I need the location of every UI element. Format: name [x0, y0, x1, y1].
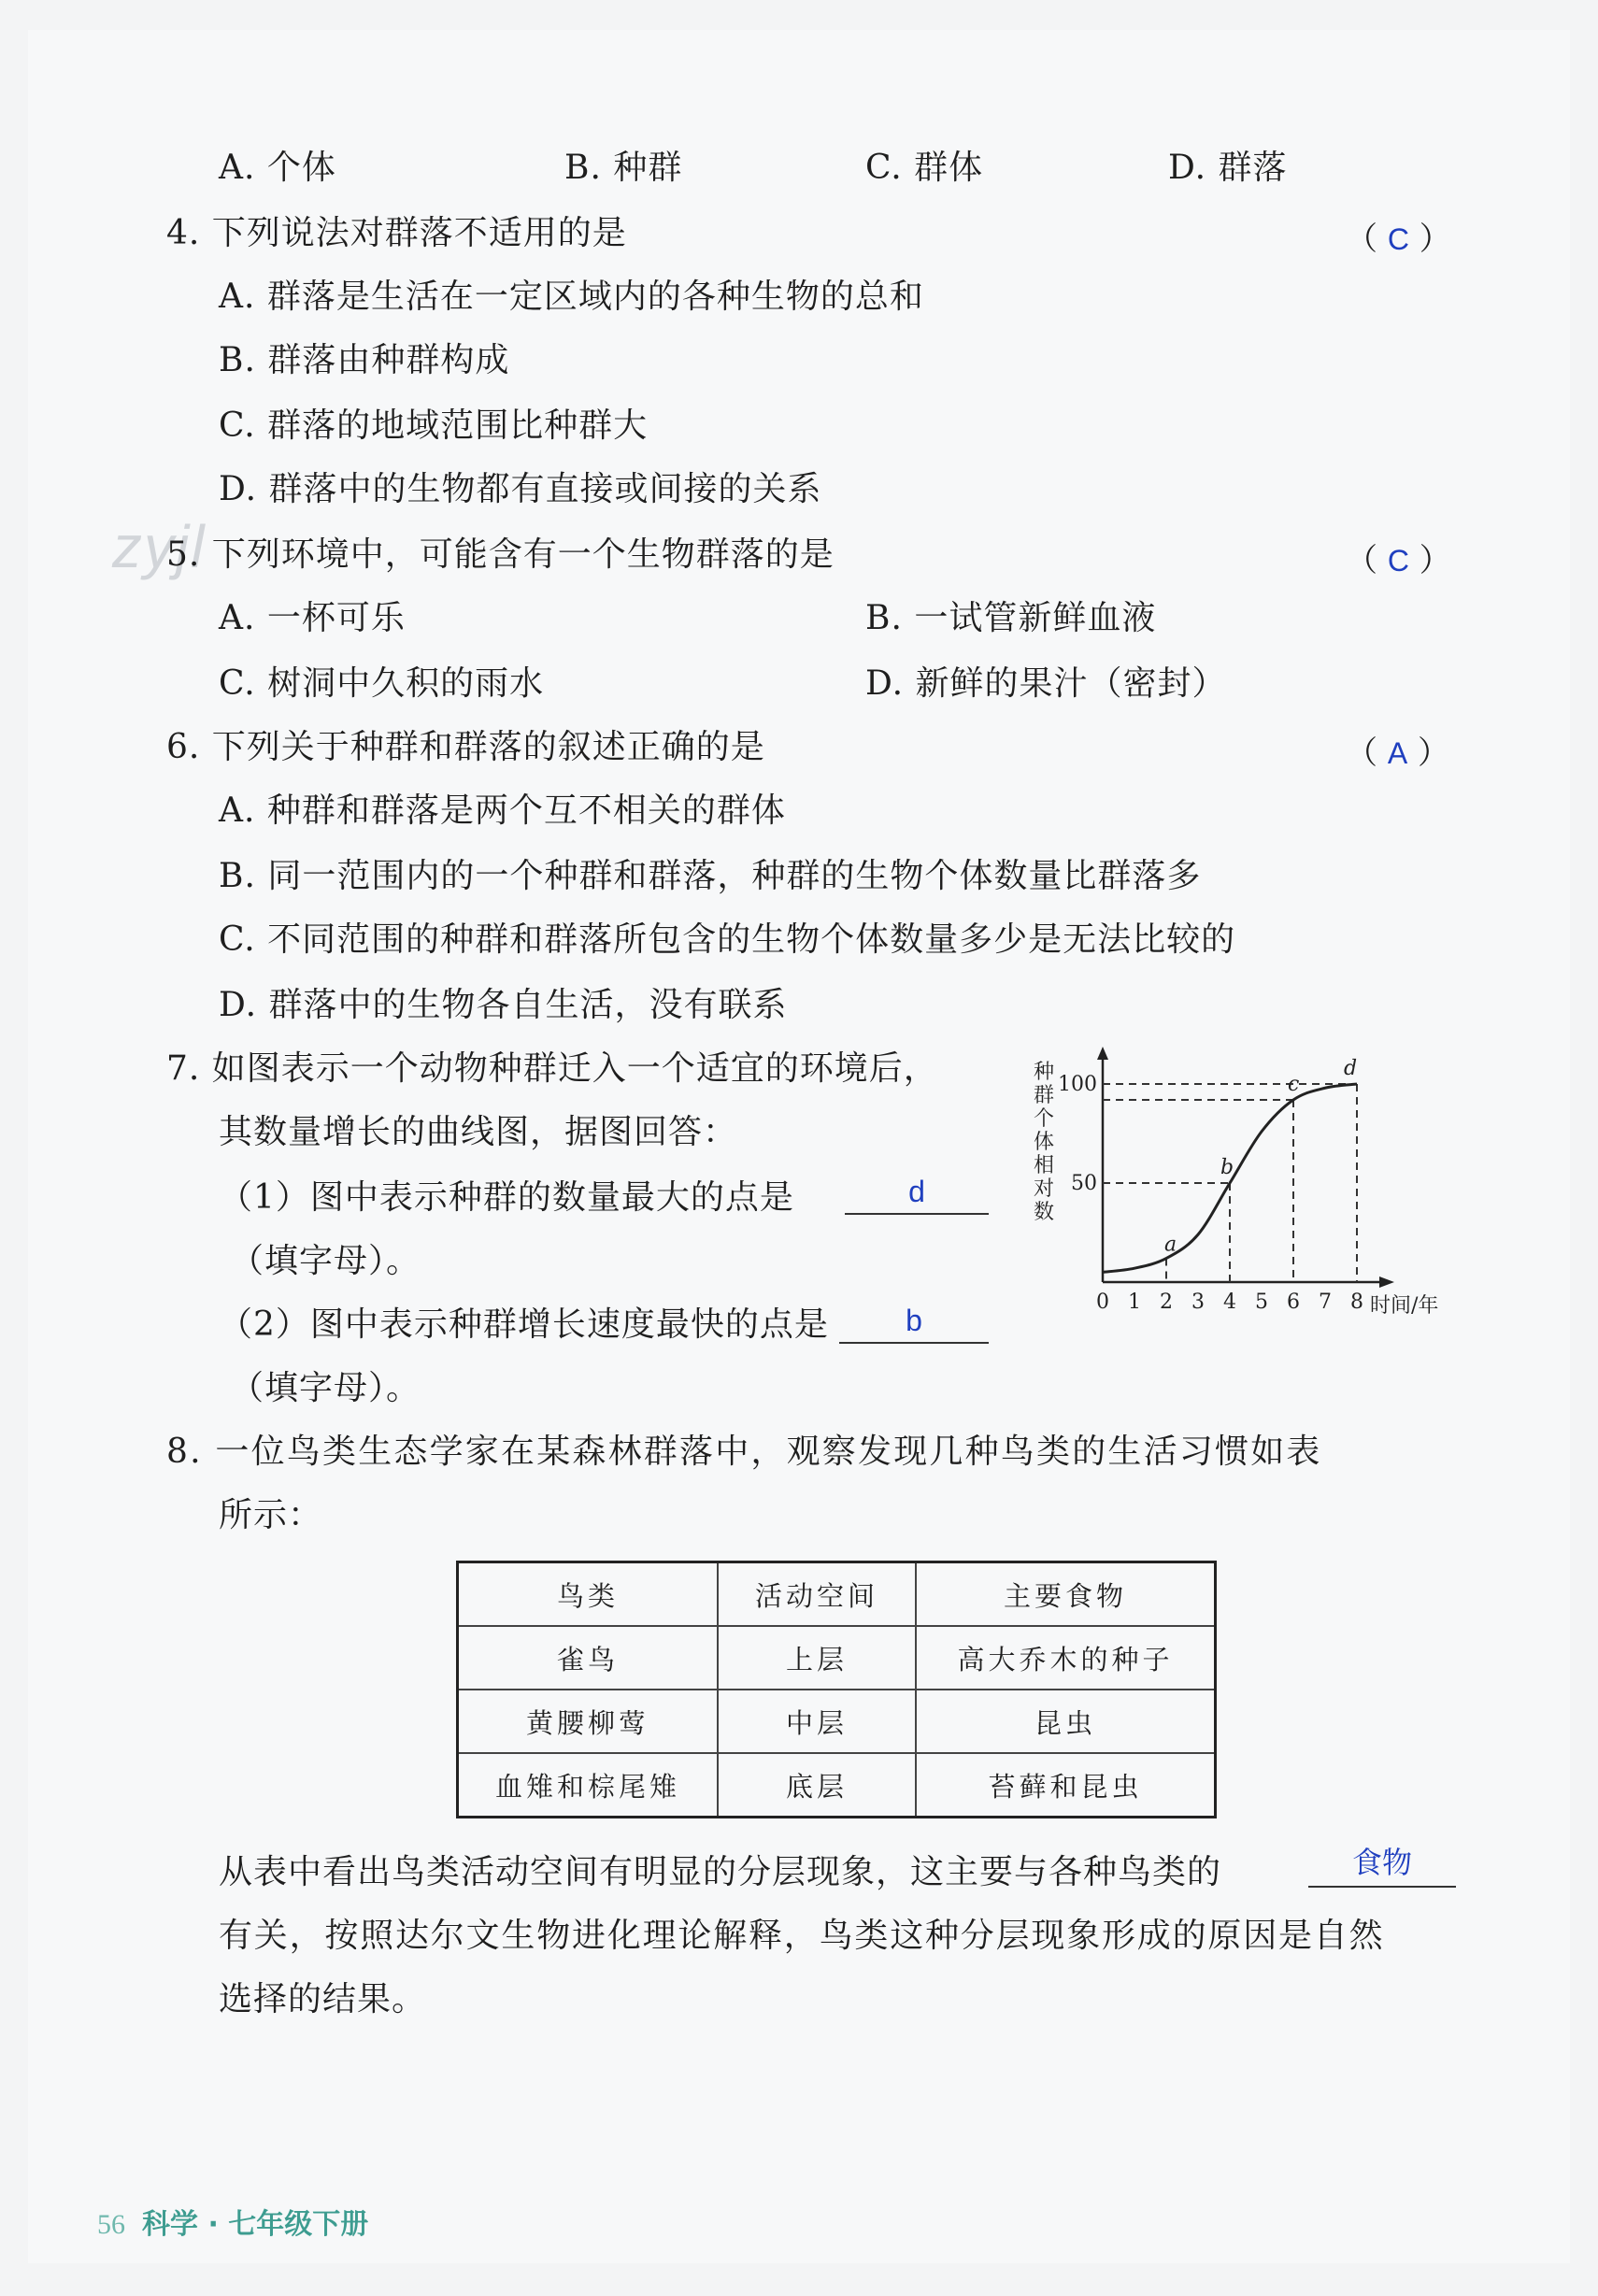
table-header-row	[458, 1562, 1216, 1627]
table-cell: 底层	[718, 1753, 916, 1818]
y-label-char: 相	[1034, 1154, 1055, 1177]
q8-after-line3: 选择的结果。	[219, 1980, 427, 2018]
q7-sub1-note: （填字母）。	[230, 1242, 421, 1280]
table-row	[458, 1626, 1216, 1690]
q7-sub1-blank	[845, 1176, 989, 1215]
page-footer	[97, 2201, 368, 2242]
q6-option-a: A. 种群和群落是两个互不相关的群体	[219, 791, 786, 830]
table-row	[458, 1690, 1216, 1753]
q7-sub1: （1）图中表示种群的数量最大的点是	[219, 1178, 794, 1217]
point-label-b: b	[1220, 1156, 1234, 1179]
bird-habits-table	[456, 1561, 1217, 1818]
table-cell: 中层	[718, 1690, 916, 1753]
y-axis-arrow	[1097, 1047, 1108, 1060]
table-cell: 上层	[718, 1626, 916, 1690]
q7-stem-line2: 其数量增长的曲线图，据图回答：	[219, 1113, 738, 1151]
chart-y-axis-label-text	[1034, 1061, 1054, 1224]
q6-option-b: B. 同一范围内的一个种群和群落，种群的生物个体数量比群落多	[219, 857, 1202, 895]
q6-answer: A	[1387, 736, 1408, 770]
q6-option-d: D. 群落中的生物各自生活，没有联系	[219, 986, 788, 1024]
table-cell: 苔藓和昆虫	[916, 1753, 1216, 1818]
q5-answer-box: （ C ）	[1346, 542, 1451, 579]
x-tick-label: 7	[1319, 1291, 1332, 1314]
point-label-d: d	[1344, 1057, 1358, 1080]
q5-option-d: D. 新鲜的果汁（密封）	[865, 664, 1227, 703]
y-label-char: 群	[1034, 1084, 1055, 1107]
q7-sub1-answer: d	[908, 1175, 925, 1208]
population-growth-chart	[1019, 1047, 1467, 1327]
q5-option-b: B. 一试管新鲜血液	[865, 599, 1157, 637]
q6-stem: 6. 下列关于种群和群落的叙述正确的是	[166, 728, 765, 766]
y-label-char: 种	[1034, 1061, 1055, 1084]
page-number: 56	[97, 2209, 125, 2240]
x-tick-label: 4	[1223, 1291, 1236, 1314]
x-tick-label: 3	[1191, 1291, 1205, 1314]
q8-stem-line1: 8. 一位鸟类生态学家在某森林群落中，观察发现几种鸟类的生活习惯如表	[166, 1433, 1322, 1471]
table-header-cell: 鸟类	[458, 1562, 719, 1627]
q7-sub2-blank	[839, 1305, 989, 1344]
q4-option-d: D. 群落中的生物都有直接或间接的关系	[219, 470, 822, 508]
q6-option-c: C. 不同范围的种群和群落所包含的生物个体数量多少是无法比较的	[219, 920, 1236, 959]
q3-option-d: D. 群落	[1168, 149, 1288, 187]
q4-option-b: B. 群落由种群构成	[219, 341, 510, 379]
table-cell: 黄腰柳莺	[458, 1690, 719, 1753]
table-cell: 高大乔木的种子	[916, 1626, 1216, 1690]
table-header-cell: 主要食物	[916, 1562, 1216, 1627]
q5-option-a: A. 一杯可乐	[219, 599, 406, 637]
table-cell: 雀鸟	[458, 1626, 719, 1690]
x-tick-label: 5	[1255, 1291, 1268, 1314]
x-axis-arrow	[1379, 1276, 1394, 1288]
q6-answer-box: （ A ）	[1346, 734, 1449, 772]
q8-food-blank	[1308, 1848, 1456, 1888]
y-tick-label: 50	[1071, 1172, 1097, 1195]
q4-stem: 4. 下列说法对群落不适用的是	[166, 214, 627, 252]
q4-option-a: A. 群落是生活在一定区域内的各种生物的总和	[219, 278, 924, 316]
watermark: zyjl	[112, 513, 207, 580]
q8-food-answer: 食物	[1351, 1846, 1412, 1879]
q4-option-c: C. 群落的地域范围比种群大	[219, 406, 649, 445]
table-cell: 昆虫	[916, 1690, 1216, 1753]
point-label-c: c	[1288, 1072, 1300, 1096]
y-label-char: 对	[1034, 1177, 1055, 1201]
q5-stem: 5. 下列环境中，可能含有一个生物群落的是	[166, 535, 835, 574]
x-tick-label: 1	[1128, 1291, 1141, 1314]
q8-after-line1: 从表中看出鸟类活动空间有明显的分层现象，这主要与各种鸟类的	[219, 1853, 1222, 1891]
y-label-char: 体	[1034, 1131, 1055, 1154]
q3-option-b: B. 种群	[564, 149, 683, 187]
x-tick-label: 6	[1287, 1291, 1300, 1314]
y-tick-label: 100	[1058, 1073, 1097, 1096]
q7-sub2-answer: b	[906, 1304, 922, 1337]
q3-option-a: A. 个体	[219, 149, 336, 187]
chart-x-axis-label: 时间/年	[1370, 1294, 1439, 1318]
q5-answer: C	[1387, 544, 1409, 578]
chart-y-axis-label	[1034, 1061, 1054, 1224]
q7-sub2: （2）图中表示种群增长速度最快的点是	[219, 1305, 829, 1344]
y-label-char: 个	[1034, 1107, 1055, 1131]
y-label-char: 数	[1034, 1201, 1055, 1224]
q3-option-c: C. 群体	[865, 149, 984, 187]
x-tick-label: 0	[1096, 1291, 1109, 1314]
table-cell: 血雉和棕尾雉	[458, 1753, 719, 1818]
x-tick-label: 2	[1160, 1291, 1173, 1314]
q4-answer: C	[1387, 222, 1409, 256]
q4-answer-box: （ C ）	[1346, 221, 1451, 258]
point-label-a: a	[1164, 1233, 1177, 1257]
table-header-cell: 活动空间	[718, 1562, 916, 1627]
q7-stem-line1: 7. 如图表示一个动物种群迁入一个适宜的环境后，	[166, 1049, 938, 1088]
q8-stem-line2: 所示：	[219, 1496, 323, 1534]
q7-sub2-note: （填字母）。	[230, 1369, 421, 1407]
x-tick-label: 8	[1350, 1291, 1363, 1314]
q5-option-c: C. 树洞中久积的雨水	[219, 664, 545, 703]
q8-after-line2: 有关，按照达尔文生物进化理论解释，鸟类这种分层现象形成的原因是自然	[219, 1917, 1385, 1955]
book-title: 科学 · 七年级下册	[142, 2208, 369, 2241]
table-row	[458, 1753, 1216, 1818]
